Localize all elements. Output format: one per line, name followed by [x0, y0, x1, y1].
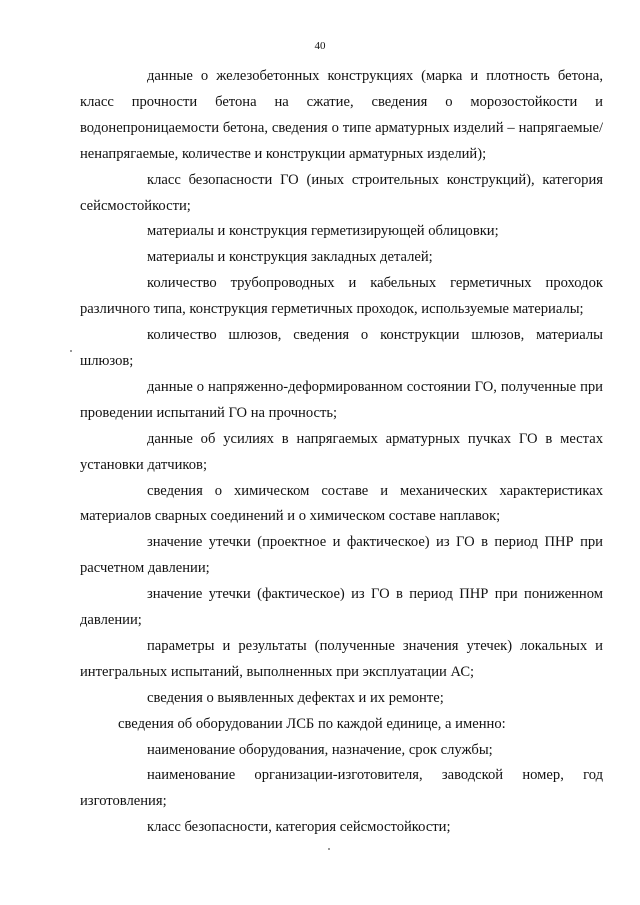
paragraph-manufacturer: наименование организации-изготовителя, заводской номер, год изготовления;: [80, 767, 603, 810]
paragraph-equipment-safety-class: класс безопасности, категория сейсмостойкости;: [147, 819, 451, 836]
paragraph-lining-materials: материалы и конструкция герметизирующей облицовки;: [147, 223, 499, 240]
paragraph-airlocks: количество шлюзов, сведения о конструкции шлюзов, материалы шлюзов;: [80, 327, 603, 369]
paragraph-leak-reduced-pressure: значение утечки (фактическое) из ГО в период ПНР при пониженном давлении;: [80, 586, 603, 629]
paragraph-equipment-intro: сведения об оборудовании ЛСБ по каждой единице, а именно:: [118, 715, 506, 732]
paragraph-embedded-parts: материалы и конструкция закладных деталей;: [147, 249, 433, 266]
paragraph-leak-tests: параметры и результаты (полученные значения утечек) локальных и интегральных испытаний, выполненных при эксплуатации АС;: [80, 637, 603, 680]
paragraph-weld-materials: сведения о химическом составе и механических характеристиках материалов сварных соединений и о химическом составе наплавок;: [80, 482, 603, 525]
scan-speck: [328, 848, 330, 850]
paragraph-equipment-name: наименование оборудования, назначение, срок службы;: [147, 741, 493, 758]
paragraph-tendon-forces: данные об усилиях в напрягаемых арматурных пучках ГО в местах установки датчиков;: [80, 430, 603, 473]
paragraph-penetrations: количество трубопроводных и кабельных герметичных проходок различного типа, конструкция герметичных проходок, используемые материалы;: [80, 275, 603, 318]
paragraph-stress-state: данные о напряженно-деформированном состоянии ГО, полученные при проведении испытаний ГО на прочность;: [80, 378, 603, 421]
paragraph-leak-design-pressure: значение утечки (проектное и фактическое) из ГО в период ПНР при расчетном давлении;: [80, 534, 603, 577]
paragraph-defects: сведения о выявленных дефектах и их ремонте;: [147, 689, 444, 706]
paragraph-safety-class: класс безопасности ГО (иных строительных конструкций), категория сейсмостойкости;: [80, 171, 603, 214]
page-number: 40: [314, 40, 326, 52]
paragraph-concrete-structures: данные о железобетонных конструкциях (марка и плотность бетона, класс прочности бетона на сжатие, сведения о морозостойкости и водонепроницаемости бетона, сведения о типе арматурных изделий – напрягаемые/ненапрягаемые, количестве и конструкции арматурных изделий);: [80, 68, 603, 162]
scan-speck: [70, 350, 72, 352]
document-body: [80, 64, 603, 841]
